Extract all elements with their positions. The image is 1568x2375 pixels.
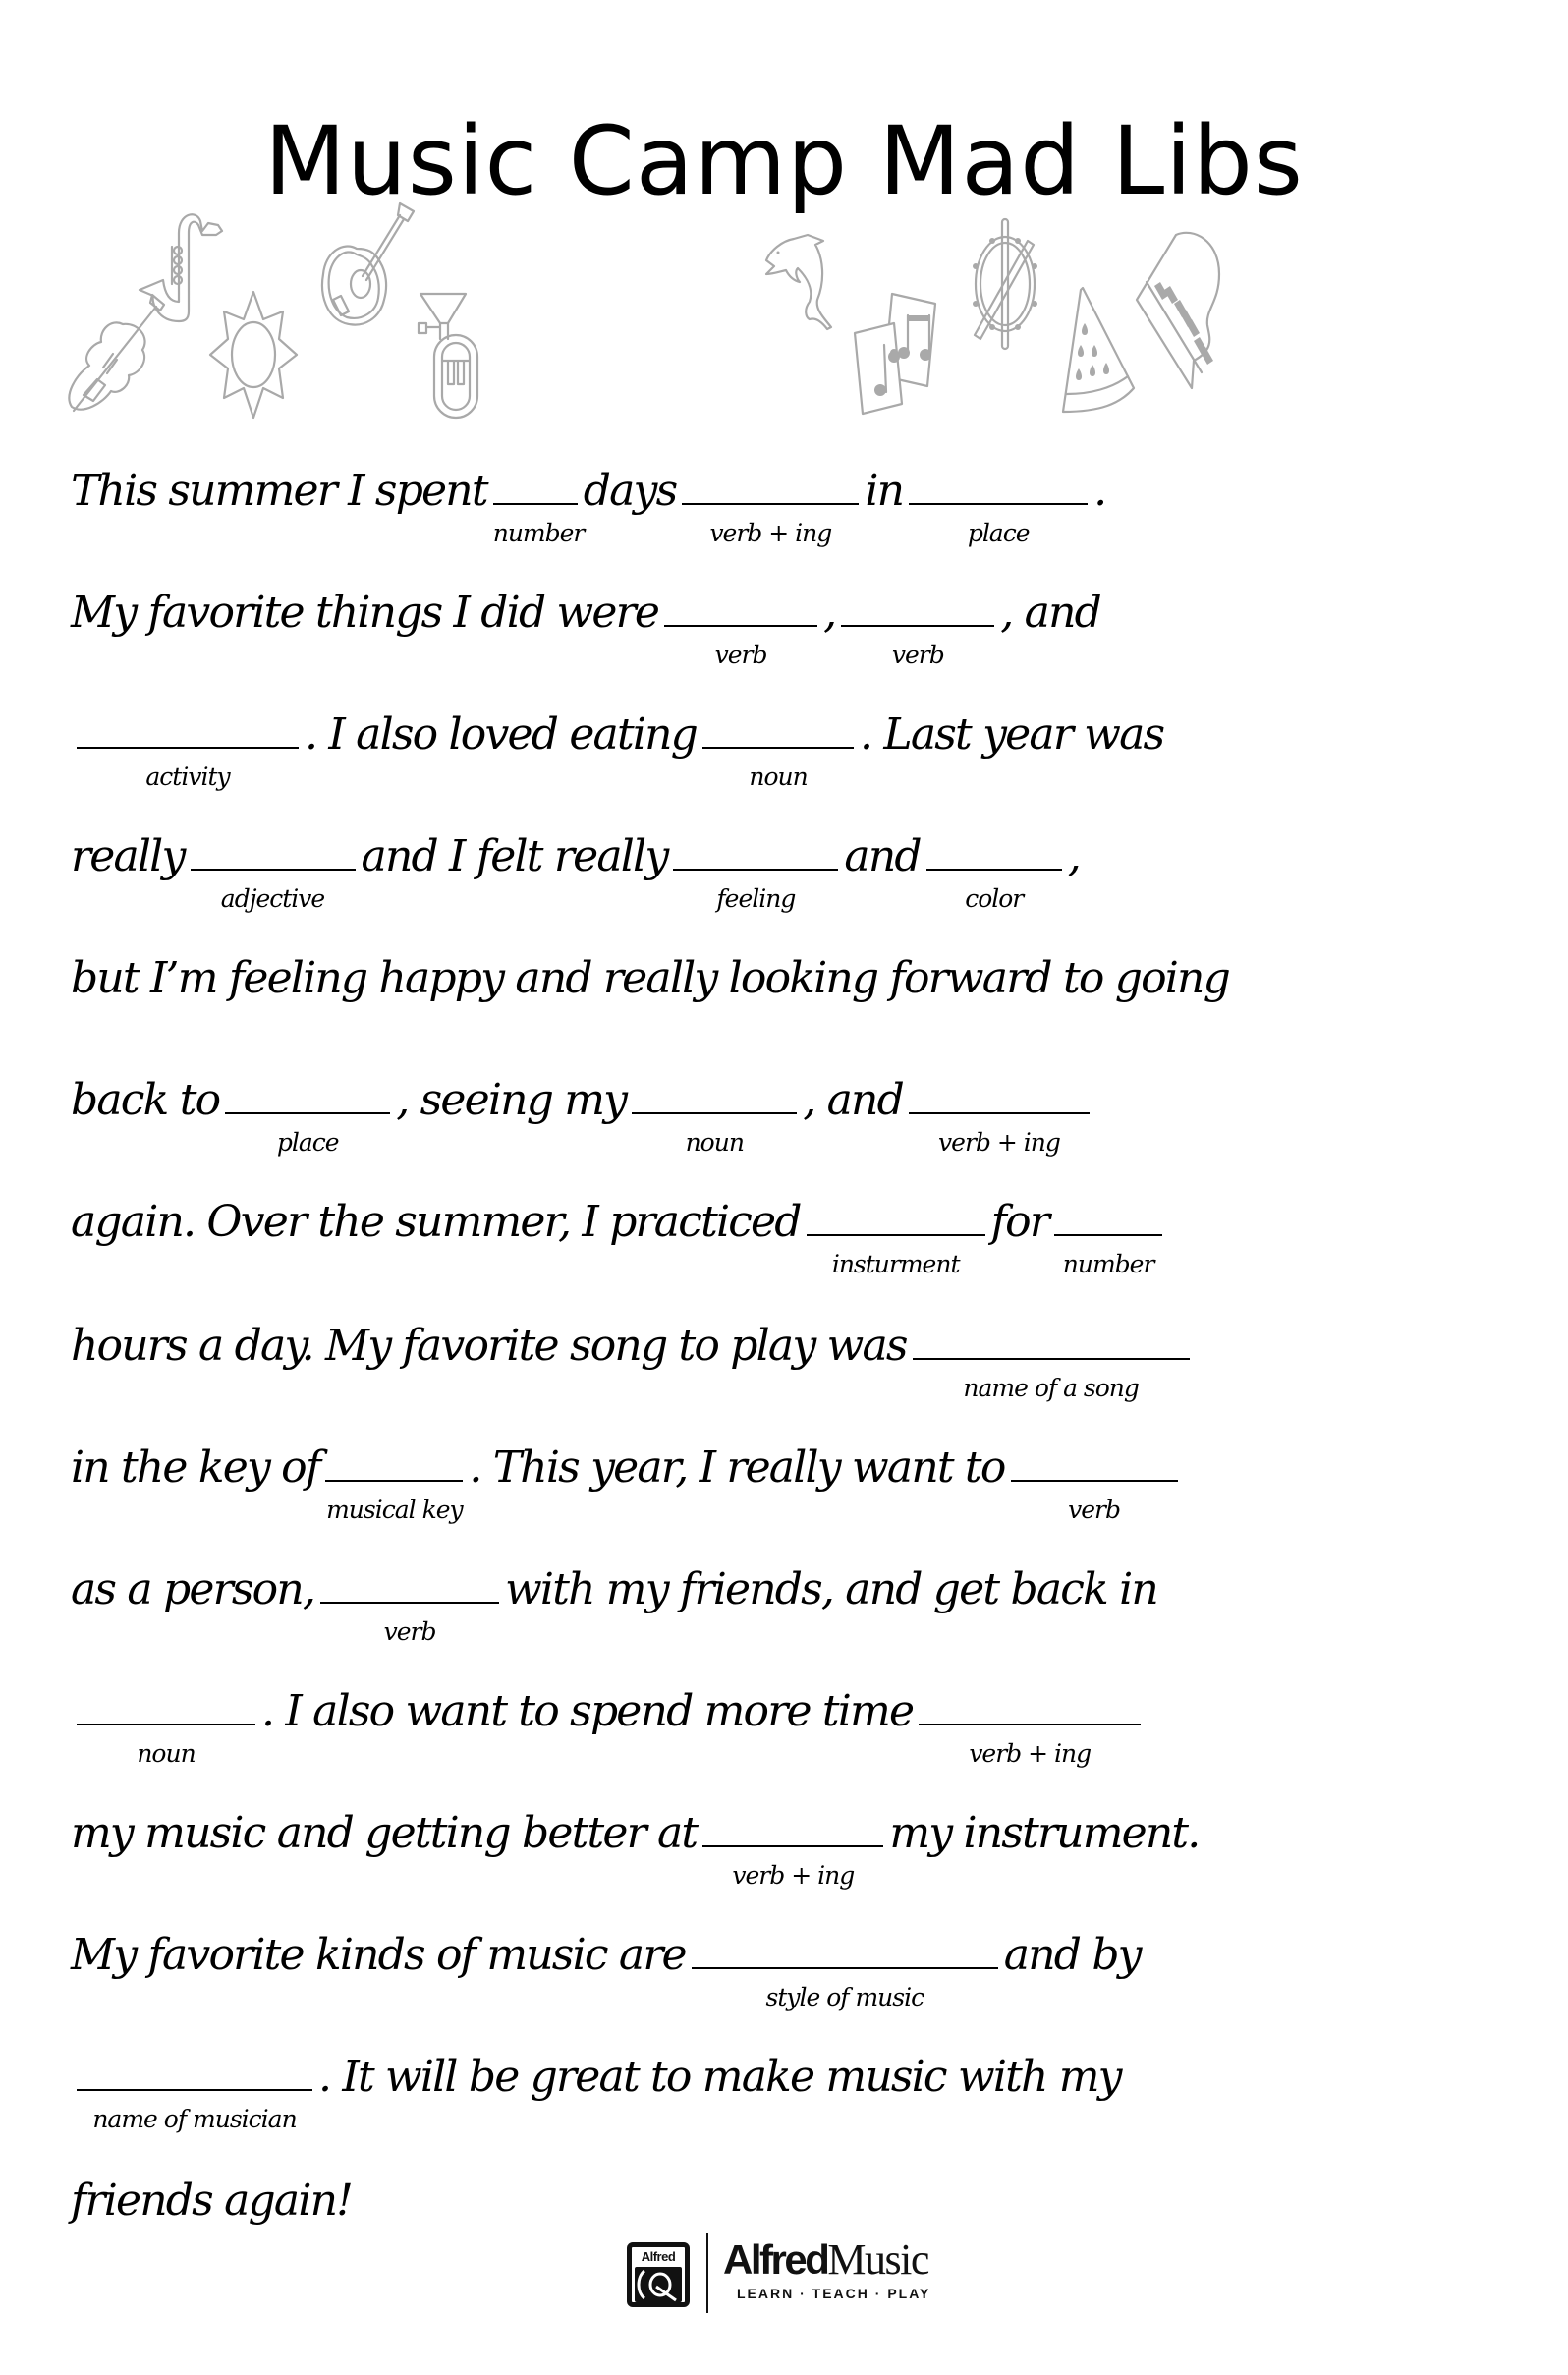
blank-hint-label: activity [145,763,230,791]
story-line [71,2172,352,2231]
blank-hint-label: verb + ing [732,1861,855,1890]
story-text: in [865,466,904,516]
story-text: and I felt really [361,831,668,881]
blank-hint-label: verb [383,1617,436,1646]
blank-hint-label: verb + ing [969,1739,1092,1768]
blank-hint-label: place [967,519,1030,547]
story-text: , [823,588,836,638]
blank-hint-label: verb + ing [938,1128,1060,1157]
story-text: really [71,831,185,881]
fill-in-blank[interactable] [807,1201,985,1278]
story-line [71,706,1164,791]
fill-in-blank[interactable] [673,835,838,913]
blank-hint-label: name of musician [92,2105,297,2133]
story-line [71,1193,1168,1278]
story-text: but I’m feeling happy and really looking forward to going [71,953,1229,1003]
alfred-music-logo [627,2233,961,2321]
fill-in-blank[interactable] [841,592,994,669]
blank-hint-label: feeling [716,884,796,913]
blank-hint-label: verb [891,641,944,669]
story-line [71,1317,1196,1402]
brand-name-bold: Alfred [723,2236,828,2283]
dolphin-icon [764,231,835,339]
blank-hint-label: verb + ing [709,519,832,547]
fill-in-blank[interactable] [702,713,854,791]
story-text: . It will be great to make music with my [318,2052,1121,2102]
story-line [71,1682,1147,1768]
story-line [71,584,1100,669]
story-text: . I also want to spend more time [261,1686,914,1736]
sun-icon [208,290,299,420]
story-text: back to [71,1075,220,1125]
story-line [71,827,1080,913]
fill-in-blank[interactable] [225,1079,390,1157]
blank-hint-label: color [965,884,1024,913]
fill-in-blank[interactable] [77,713,299,791]
fill-in-blank[interactable] [919,1690,1141,1768]
story-text: as a person, [71,1564,315,1614]
story-text: friends again! [71,2176,353,2226]
page-title: Music Camp Mad Libs [264,106,1304,217]
story-line [71,1804,1200,1890]
story-line [71,1560,1157,1646]
logo-mark-label: Alfred [641,2249,676,2264]
fill-in-blank[interactable] [909,1079,1090,1157]
story-text: , [1067,831,1080,881]
story-line [71,1071,1095,1157]
blank-hint-label: style of music [765,1983,924,2011]
fill-in-blank[interactable] [1054,1201,1162,1278]
story-text: , and [1000,588,1100,638]
fill-in-blank[interactable] [77,1690,255,1768]
blank-hint-label: verb [714,641,767,669]
story-text: and [844,831,921,881]
story-text: again. Over the summer, I practiced [71,1197,801,1247]
fill-in-blank[interactable] [926,835,1062,913]
fill-in-blank[interactable] [492,470,585,547]
story-text: and by [1003,1930,1141,1980]
story-line [71,949,1229,1008]
story-text: , and [803,1075,903,1125]
story-text: hours a day. My favorite song to play was [71,1321,907,1371]
fill-in-blank[interactable] [664,592,817,669]
fill-in-blank[interactable] [191,835,356,913]
fill-in-blank[interactable] [682,470,859,547]
drum-icon [973,219,1037,351]
fill-in-blank[interactable] [320,1568,499,1646]
story-text: . This year, I really want to [469,1442,1005,1493]
story-line [71,1926,1141,2011]
blank-hint-label: number [492,519,585,547]
piano-icon [1135,231,1223,392]
blank-hint-label: noun [685,1128,744,1157]
story-text: for [990,1197,1049,1247]
blank-hint-label: adjective [220,884,325,913]
story-text: My favorite kinds of music are [71,1930,686,1980]
story-text: in the key of [71,1442,320,1493]
fill-in-blank[interactable] [909,470,1088,547]
blank-hint-label: number [1062,1250,1154,1278]
blank-hint-label: noun [137,1739,196,1768]
brand-name [723,2235,928,2291]
blank-hint-label: place [276,1128,339,1157]
story-line [71,2048,1121,2133]
story-line [71,462,1106,547]
tuba-icon [415,290,483,423]
logo-divider [706,2233,708,2313]
decorative-icon-row [0,192,1568,437]
sheet-music-icon [853,292,941,422]
story-text: This summer I spent [71,466,487,516]
story-text: . [1093,466,1106,516]
blank-hint-label: musical key [326,1496,463,1524]
blank-hint-label: noun [749,763,808,791]
story-line [71,1439,1184,1524]
brand-name-regular: Music [827,2235,928,2284]
fill-in-blank[interactable] [325,1446,463,1524]
story-text: days [583,466,677,516]
story-text: . Last year was [860,709,1164,760]
story-text: , seeing my [396,1075,627,1125]
story-text: My favorite things I did were [71,588,659,638]
fill-in-blank[interactable] [77,2056,312,2133]
alfred-logo-mark [627,2242,690,2307]
alfred-emblem-icon [635,2267,682,2302]
story-text: my instrument. [889,1808,1200,1858]
blank-hint-label: insturment [831,1250,960,1278]
fill-in-blank[interactable] [702,1812,883,1890]
fill-in-blank[interactable] [913,1325,1190,1402]
guitar-icon [319,201,418,337]
brand-tagline: LEARN · TEACH · PLAY [737,2286,931,2301]
watermelon-icon [1061,286,1136,418]
story-text: . I also loved eating [305,709,698,760]
fill-in-blank[interactable] [632,1079,797,1157]
fill-in-blank[interactable] [692,1934,998,2011]
blank-hint-label: verb [1068,1496,1120,1524]
story-text: with my friends, and get back in [505,1564,1157,1614]
story-text: my music and getting better at [71,1808,698,1858]
blank-hint-label: name of a song [963,1374,1139,1402]
fill-in-blank[interactable] [1011,1446,1178,1524]
